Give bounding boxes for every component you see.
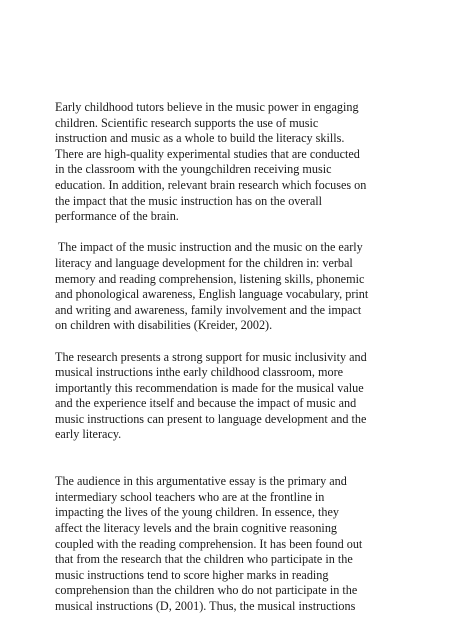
paragraph-3 bbox=[55, 350, 405, 444]
text-line: music instructions tend to score higher marks in reading bbox=[55, 567, 329, 582]
text-line: The audience in this argumentative essay is the primary and bbox=[55, 474, 347, 489]
text-line: musical instructions inthe early childhood classroom, more bbox=[55, 365, 344, 380]
text-line: that from the research that the children who participate in the bbox=[55, 552, 353, 567]
text-line: and phonological awareness, English language vocabulary, print bbox=[55, 287, 369, 302]
paragraph-1 bbox=[55, 100, 405, 225]
text-line: and writing and awareness, family involvement and the impact bbox=[55, 302, 362, 317]
text-line: Early childhood tutors believe in the music power in engaging bbox=[55, 100, 359, 114]
paragraph-2 bbox=[55, 240, 405, 334]
paragraph-spacer bbox=[55, 443, 405, 474]
text-line: memory and reading comprehension, listening skills, phonemic bbox=[55, 271, 365, 286]
paragraph-4 bbox=[55, 474, 405, 614]
text-line: impacting the lives of the young children. In essence, they bbox=[55, 505, 339, 520]
paragraph-spacer bbox=[55, 225, 405, 241]
text-line: and the experience itself and because the impact of music and bbox=[55, 396, 357, 411]
text-line: The impact of the music instruction and the music on the early bbox=[55, 240, 363, 255]
text-line: affect the literacy levels and the brain cognitive reasoning bbox=[55, 521, 338, 536]
text-line: in the classroom with the youngchildren receiving music bbox=[55, 162, 332, 177]
text-line: early literacy. bbox=[55, 427, 122, 442]
text-line: intermediary school teachers who are at the frontline in bbox=[55, 489, 325, 504]
text-line: There are high-quality experimental studies that are conducted bbox=[55, 146, 360, 161]
text-line: comprehension than the children who do not participate in the bbox=[55, 583, 358, 598]
text-line: musical instructions (D, 2001). Thus, the musical instructions bbox=[55, 599, 356, 613]
text-line: children. Scientific research supports the use of music bbox=[55, 115, 319, 130]
text-line: the impact that the music instruction has on the overall bbox=[55, 193, 323, 208]
text-line: education. In addition, relevant brain research which focuses on bbox=[55, 177, 367, 192]
text-line: on children with disabilities (Kreider, 2002). bbox=[55, 318, 273, 333]
text-line: music instructions can present to language development and the bbox=[55, 411, 367, 426]
text-line: The research presents a strong support for music inclusivity and bbox=[55, 349, 367, 364]
text-line: importantly this recommendation is made for the musical value bbox=[55, 380, 364, 395]
text-line: literacy and language development for the children in: verbal bbox=[55, 255, 353, 270]
text-line: instruction and music as a whole to build the literacy skills. bbox=[55, 131, 345, 146]
text-line: coupled with the reading comprehension. It has been found out bbox=[55, 536, 363, 551]
paragraph-spacer bbox=[55, 334, 405, 350]
document-body bbox=[55, 100, 405, 615]
text-line: performance of the brain. bbox=[55, 209, 179, 224]
